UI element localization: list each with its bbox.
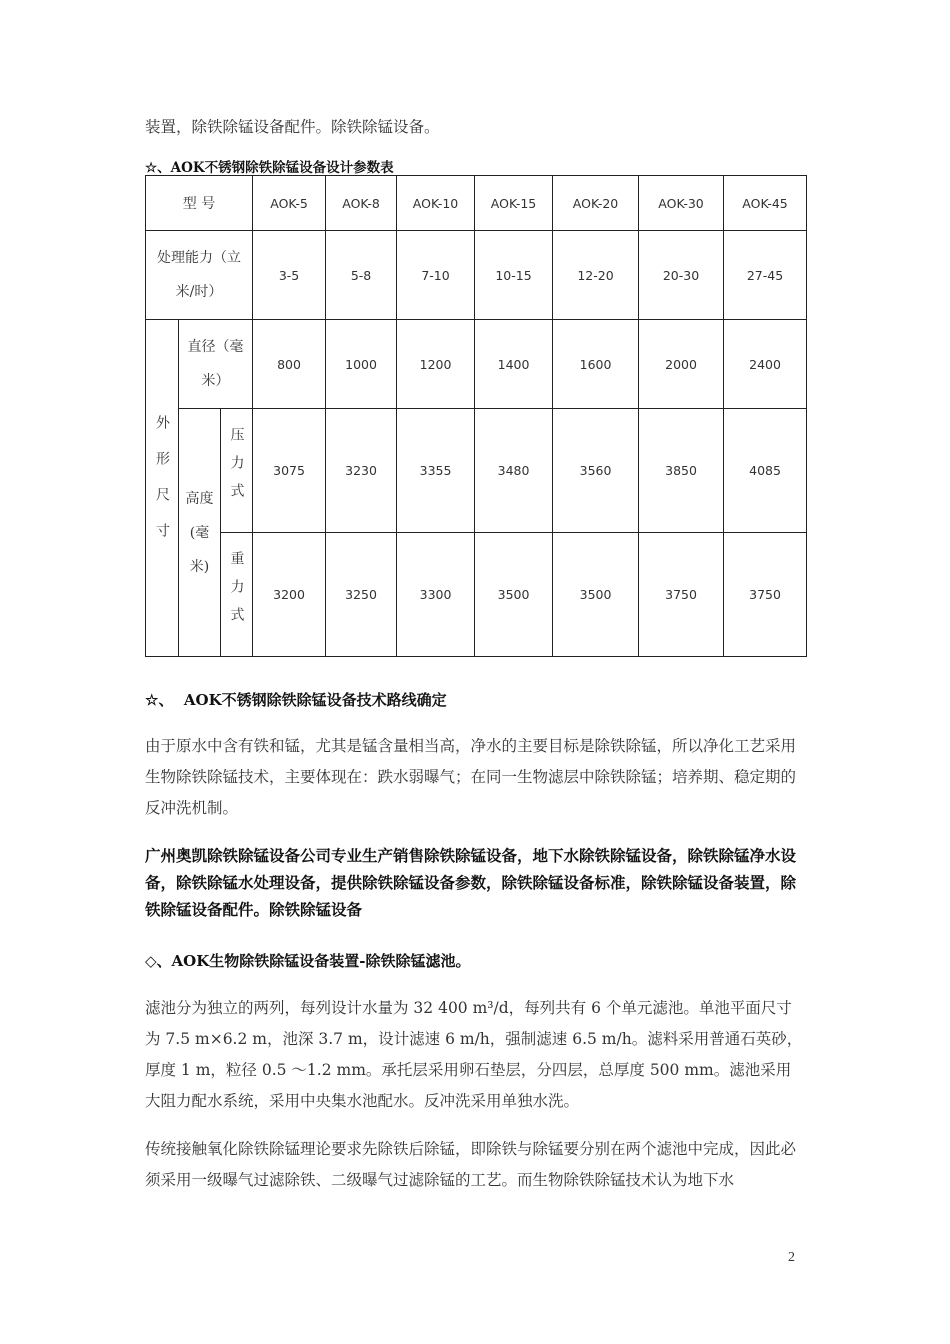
pressure-label: 压力式	[221, 409, 253, 533]
pressure-cell: 4085	[724, 409, 807, 533]
pressure-cell: 3560	[553, 409, 639, 533]
gravity-row	[146, 533, 807, 657]
pressure-cell: 3355	[397, 409, 475, 533]
diameter-cell: 2400	[724, 320, 807, 409]
pressure-cell: 3075	[253, 409, 326, 533]
model-cell: AOK-10	[397, 176, 475, 231]
capacity-cell: 3-5	[253, 231, 326, 320]
paragraph-filter-tank: 滤池分为独立的两列，每列设计水量为 32 400 m³/d，每列共有 6 个单元滤池。单池平面尺寸为 7.5 m×6.2 m，池深 3.7 m，设计滤速 6 m/h，强制滤速 6.5 m/h。滤料采用普通石英砂，厚度 1 m，粒径 0.5 ～1.2 mm。承托层采用卵石垫层，分四层，总厚度 500 mm。滤池采用大阻力配水系统，采用中央集水池配水。反冲洗采用单独水洗。	[145, 999, 803, 1110]
pressure-cell: 3850	[639, 409, 724, 533]
gravity-cell: 3300	[397, 533, 475, 657]
page-number: 2	[788, 1250, 795, 1265]
pressure-cell: 3480	[475, 409, 553, 533]
pressure-cell: 3230	[326, 409, 397, 533]
capacity-cell: 27-45	[724, 231, 807, 320]
model-cell: AOK-30	[639, 176, 724, 231]
capacity-label: 处理能力（立米/时）	[146, 231, 253, 320]
gravity-cell: 3250	[326, 533, 397, 657]
spec-table	[145, 175, 807, 657]
model-cell: AOK-5	[253, 176, 326, 231]
dimension-label: 外形尺寸	[146, 320, 179, 657]
paragraph-tech-route: 由于原水中含有铁和锰，尤其是锰含量相当高，净水的主要目标是除铁除锰，所以净化工艺采用生物除铁除锰技术，主要体现在：跌水弱曝气；在同一生物滤层中除铁除锰；培养期、稳定期的反冲洗机制。	[145, 737, 797, 817]
diameter-cell: 1000	[326, 320, 397, 409]
capacity-cell: 5-8	[326, 231, 397, 320]
gravity-cell: 3500	[553, 533, 639, 657]
model-cell: AOK-20	[553, 176, 639, 231]
paragraph-company: 广州奥凯除铁除锰设备公司专业生产销售除铁除锰设备，地下水除铁除锰设备，除铁除锰净水设备，除铁除锰水处理设备，提供除铁除锰设备参数，除铁除锰设备标准，除铁除锰设备装置，除铁除锰设备配件。除铁除锰设备	[145, 846, 797, 919]
heading-filter-tank: ◇、AOK生物除铁除锰设备装置-除铁除锰滤池。	[145, 952, 471, 970]
diameter-label: 直径（毫米）	[179, 320, 253, 409]
capacity-cell: 7-10	[397, 231, 475, 320]
top-line: 装置，除铁除锰设备配件。除铁除锰设备。	[145, 118, 440, 136]
table-caption: ☆、AOK不锈钢除铁除锰设备设计参数表	[145, 160, 394, 176]
diameter-row	[146, 320, 807, 409]
height-label: 高度(毫米)	[179, 409, 221, 657]
capacity-cell: 20-30	[639, 231, 724, 320]
gravity-label: 重力式	[221, 533, 253, 657]
gravity-cell: 3750	[639, 533, 724, 657]
capacity-row	[146, 231, 807, 320]
model-row	[146, 176, 807, 231]
heading-tech-route: ☆、 AOK不锈钢除铁除锰设备技术路线确定	[145, 691, 447, 709]
model-cell: AOK-8	[326, 176, 397, 231]
gravity-cell: 3200	[253, 533, 326, 657]
model-cell: AOK-45	[724, 176, 807, 231]
capacity-cell: 12-20	[553, 231, 639, 320]
gravity-cell: 3750	[724, 533, 807, 657]
diameter-cell: 1400	[475, 320, 553, 409]
gravity-cell: 3500	[475, 533, 553, 657]
diameter-cell: 800	[253, 320, 326, 409]
model-cell: AOK-15	[475, 176, 553, 231]
pressure-row	[146, 409, 807, 533]
diameter-cell: 1600	[553, 320, 639, 409]
capacity-cell: 10-15	[475, 231, 553, 320]
diameter-cell: 1200	[397, 320, 475, 409]
diameter-cell: 2000	[639, 320, 724, 409]
paragraph-contact-oxidation: 传统接触氧化除铁除锰理论要求先除铁后除锰，即除铁与除锰要分别在两个滤池中完成，因此必须采用一级曝气过滤除铁、二级曝气过滤除锰的工艺。而生物除铁除锰技术认为地下水	[145, 1140, 797, 1189]
model-label: 型 号	[146, 176, 253, 231]
